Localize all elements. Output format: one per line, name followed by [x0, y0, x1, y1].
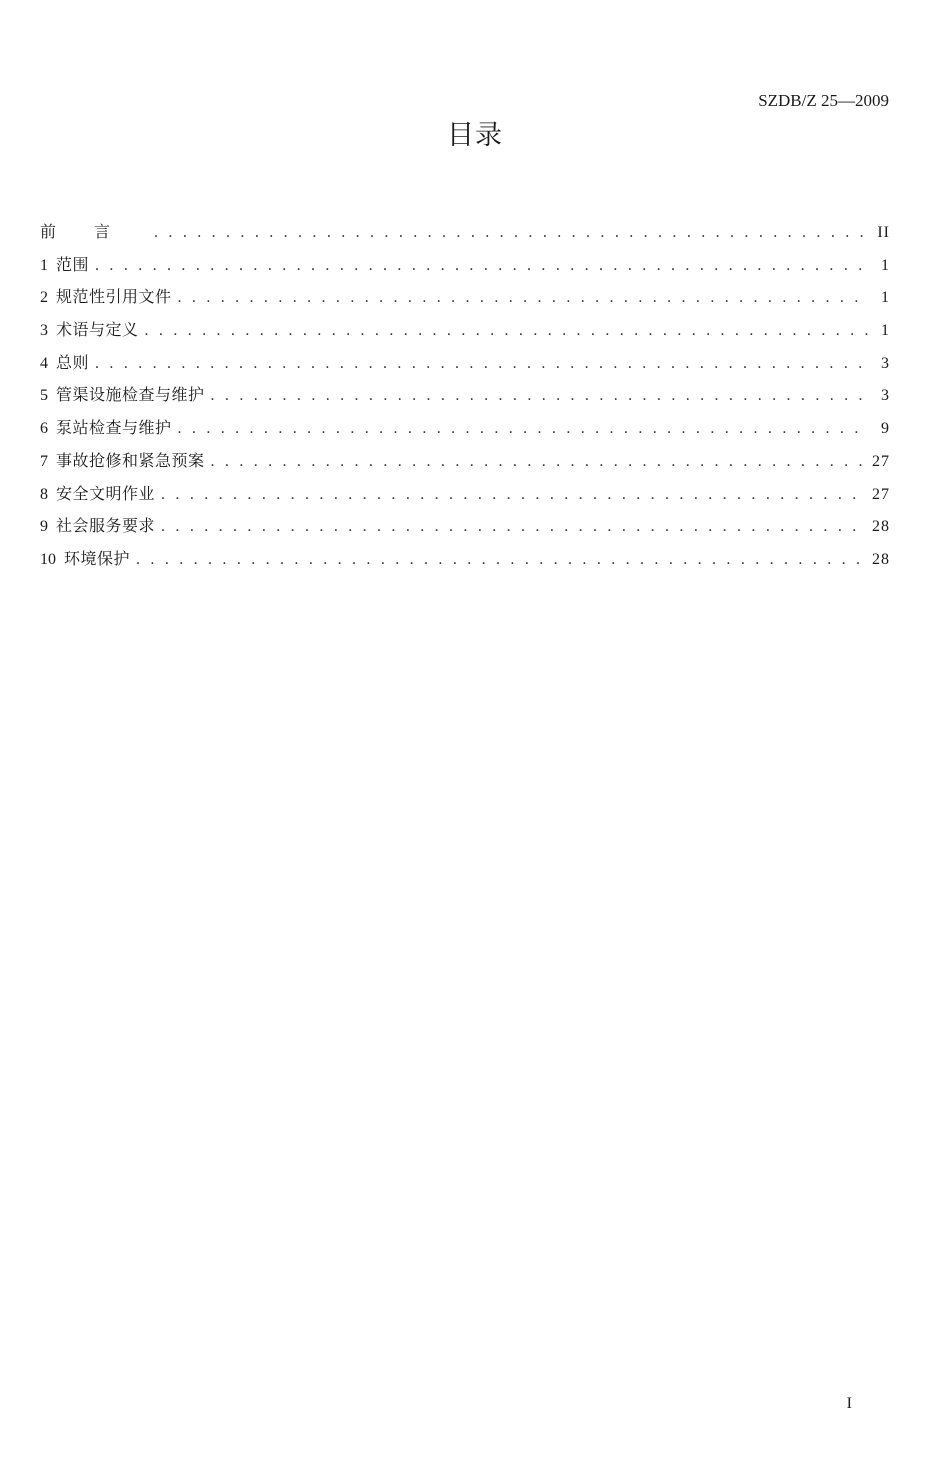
toc-entry-page: 28 — [872, 518, 890, 536]
toc-entry-title: 社会服务要求 — [56, 516, 156, 536]
toc-dot-leader — [178, 413, 868, 445]
toc-entry-page: 3 — [881, 387, 890, 405]
toc-entry-number: 7 — [40, 452, 48, 470]
toc-entry-title: 总则 — [56, 352, 90, 372]
toc-entry-page: II — [877, 224, 890, 241]
toc-entry-number: 9 — [40, 518, 48, 536]
toc-entry-number: 6 — [40, 420, 48, 438]
toc-dot-leader — [178, 282, 868, 314]
toc-entry-page: 1 — [881, 322, 890, 340]
toc-entry-number: 2 — [40, 289, 48, 307]
toc-entry-page: 9 — [881, 420, 890, 438]
toc-entry-page: 3 — [881, 354, 890, 372]
toc-entry-title: 前言 — [40, 222, 149, 241]
toc-entry-page: 1 — [881, 289, 890, 307]
toc-dot-leader — [161, 511, 864, 543]
toc-entry-8[interactable] — [40, 478, 890, 511]
toc-entry-title: 环境保护 — [64, 548, 131, 568]
page-number: I — [846, 1395, 852, 1412]
toc-entry-title: 规范性引用文件 — [56, 287, 172, 307]
toc-entry-6[interactable] — [40, 412, 890, 445]
toc-dot-leader — [95, 250, 868, 282]
toc-dot-leader — [95, 348, 868, 380]
toc-entry-number: 3 — [40, 322, 48, 340]
toc-entry-3[interactable] — [40, 314, 890, 347]
toc-entry-7[interactable] — [40, 445, 890, 478]
toc-title: 目录 — [447, 120, 503, 151]
toc-entry-number: 5 — [40, 387, 48, 405]
toc-entry-foreword[interactable] — [40, 216, 890, 249]
toc-entry-title: 安全文明作业 — [56, 483, 156, 503]
toc-entry-title: 泵站检查与维护 — [56, 418, 172, 438]
toc-dot-leader — [211, 446, 864, 478]
toc-entry-number: 10 — [40, 550, 56, 568]
toc-dot-leader — [161, 479, 864, 511]
toc-entry-5[interactable] — [40, 379, 890, 412]
toc-entry-1[interactable] — [40, 249, 890, 282]
toc-dot-leader — [145, 315, 868, 347]
toc-entry-9[interactable] — [40, 510, 890, 543]
toc-entry-page: 28 — [872, 550, 890, 568]
toc-entry-number: 1 — [40, 256, 48, 274]
toc-entry-page: 27 — [872, 452, 890, 470]
toc-dot-leader — [136, 544, 864, 576]
toc-entry-number: 8 — [40, 485, 48, 503]
toc-entry-4[interactable] — [40, 347, 890, 380]
toc-entry-title: 范围 — [56, 254, 90, 274]
document-code: SZDB/Z 25—2009 — [758, 91, 889, 110]
toc-entry-10[interactable] — [40, 543, 890, 576]
toc-dot-leader — [154, 217, 868, 249]
toc-entry-2[interactable] — [40, 281, 890, 314]
toc-entry-title: 事故抢修和紧急预案 — [56, 450, 205, 470]
toc-dot-leader — [211, 380, 868, 412]
toc-entry-number: 4 — [40, 354, 48, 372]
table-of-contents — [40, 216, 890, 576]
toc-entry-title: 管渠设施检查与维护 — [56, 385, 205, 405]
toc-entry-page: 27 — [872, 485, 890, 503]
toc-entry-title: 术语与定义 — [56, 320, 139, 340]
toc-entry-page: 1 — [881, 256, 890, 274]
